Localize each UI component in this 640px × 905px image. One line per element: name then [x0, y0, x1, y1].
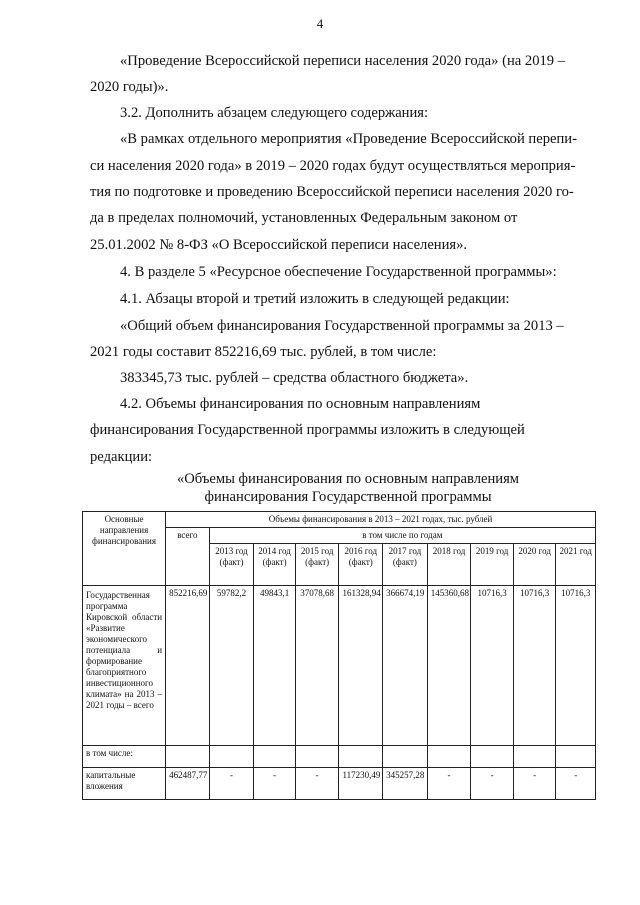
row-value: 161328,94 [339, 586, 383, 746]
row-value: - [254, 768, 296, 800]
header-by-years: в том числе по годам [209, 528, 595, 544]
header-year: 2020 год [513, 544, 556, 586]
header-total: всего [166, 528, 210, 586]
row-value: 37078,68 [295, 586, 339, 746]
row-value: 145360,68 [427, 586, 471, 746]
text-line: редакции: [90, 449, 153, 465]
text-line: 4.2. Объемы финансирования по основным направлениям [120, 396, 481, 412]
text-line: тия по подготовке и проведению Всероссийской переписи населения 2020 го- [90, 184, 574, 200]
text-line: «Проведение Всероссийской переписи населения 2020 года» (на 2019 – [120, 53, 566, 69]
text-line: 4. В разделе 5 «Ресурсное обеспечение Государственной программы»: [120, 264, 557, 280]
row-value: 10716,3 [513, 586, 556, 746]
row-total: 852216,69 [166, 586, 210, 746]
row-value [471, 746, 514, 768]
row-value: 10716,3 [471, 586, 514, 746]
header-year: 2014 год (факт) [254, 544, 296, 586]
table-row [83, 586, 596, 746]
row-value: - [427, 768, 471, 800]
text-line: си населения 2020 года» в 2019 – 2020 годах будут осуществляться мероприя- [90, 158, 576, 174]
row-value: - [556, 768, 596, 800]
header-directions: Основные направления финансирования [83, 512, 166, 586]
row-value: 59782,2 [209, 586, 254, 746]
row-value [427, 746, 471, 768]
header-year: 2019 год [471, 544, 514, 586]
row-value: 345257,28 [383, 768, 428, 800]
row-label: капитальные вложения [83, 768, 166, 800]
header-year: 2021 год [556, 544, 596, 586]
row-label: Государственная программа Кировской области «Развитие экономического потенциала и формирование благоприятного инвестиционного климата» на 2013 – 2021 годы – всего [83, 586, 166, 746]
row-total [166, 746, 210, 768]
text-line: 2021 годы составит 852216,69 тыс. рублей, в том числе: [90, 344, 437, 360]
row-value [254, 746, 296, 768]
text-line: да в пределах полномочий, установленных Федеральным законом от [90, 210, 518, 226]
text-line: 4.1. Абзацы второй и третий изложить в следующей редакции: [120, 291, 510, 307]
row-label: в том числе: [83, 746, 166, 768]
table-title-line: «Объемы финансирования по основным направлениям [176, 471, 520, 487]
row-value: - [295, 768, 339, 800]
row-value: - [513, 768, 556, 800]
row-value: 10716,3 [556, 586, 596, 746]
header-year: 2017 год (факт) [383, 544, 428, 586]
row-value: 366674,19 [383, 586, 428, 746]
row-value [295, 746, 339, 768]
text-line: «В рамках отдельного мероприятия «Проведение Всероссийской перепи- [120, 131, 577, 147]
row-value [209, 746, 254, 768]
header-year: 2015 год (факт) [295, 544, 339, 586]
table-row [83, 746, 596, 768]
text-line: 25.01.2002 № 8-ФЗ «О Всероссийской переписи населения». [90, 237, 468, 253]
page-number: 4 [316, 16, 324, 31]
row-value: - [209, 768, 254, 800]
header-year: 2016 год (факт) [339, 544, 383, 586]
row-value [339, 746, 383, 768]
text-line: 2020 годы)». [90, 79, 169, 95]
row-value: 117230,49 [339, 768, 383, 800]
row-value [556, 746, 596, 768]
table-row [83, 768, 596, 800]
row-value: - [471, 768, 514, 800]
table-title-line: финансирования Государственной программы [204, 489, 492, 505]
header-year: 2013 год (факт) [209, 544, 254, 586]
text-line: 3.2. Дополнить абзацем следующего содержания: [120, 105, 429, 121]
header-volumes: Объемы финансирования в 2013 – 2021 годах, тыс. рублей [166, 512, 596, 528]
text-line: 383345,73 тыс. рублей – средства областного бюджета». [120, 370, 469, 386]
text-line: «Общий объем финансирования Государственной программы за 2013 – [120, 318, 564, 334]
row-value [383, 746, 428, 768]
row-value: 49843,1 [254, 586, 296, 746]
financing-table [82, 511, 596, 800]
header-year: 2018 год [427, 544, 471, 586]
row-total: 462487,77 [166, 768, 210, 800]
row-value [513, 746, 556, 768]
text-line: финансирования Государственной программы изложить в следующей [90, 422, 525, 438]
